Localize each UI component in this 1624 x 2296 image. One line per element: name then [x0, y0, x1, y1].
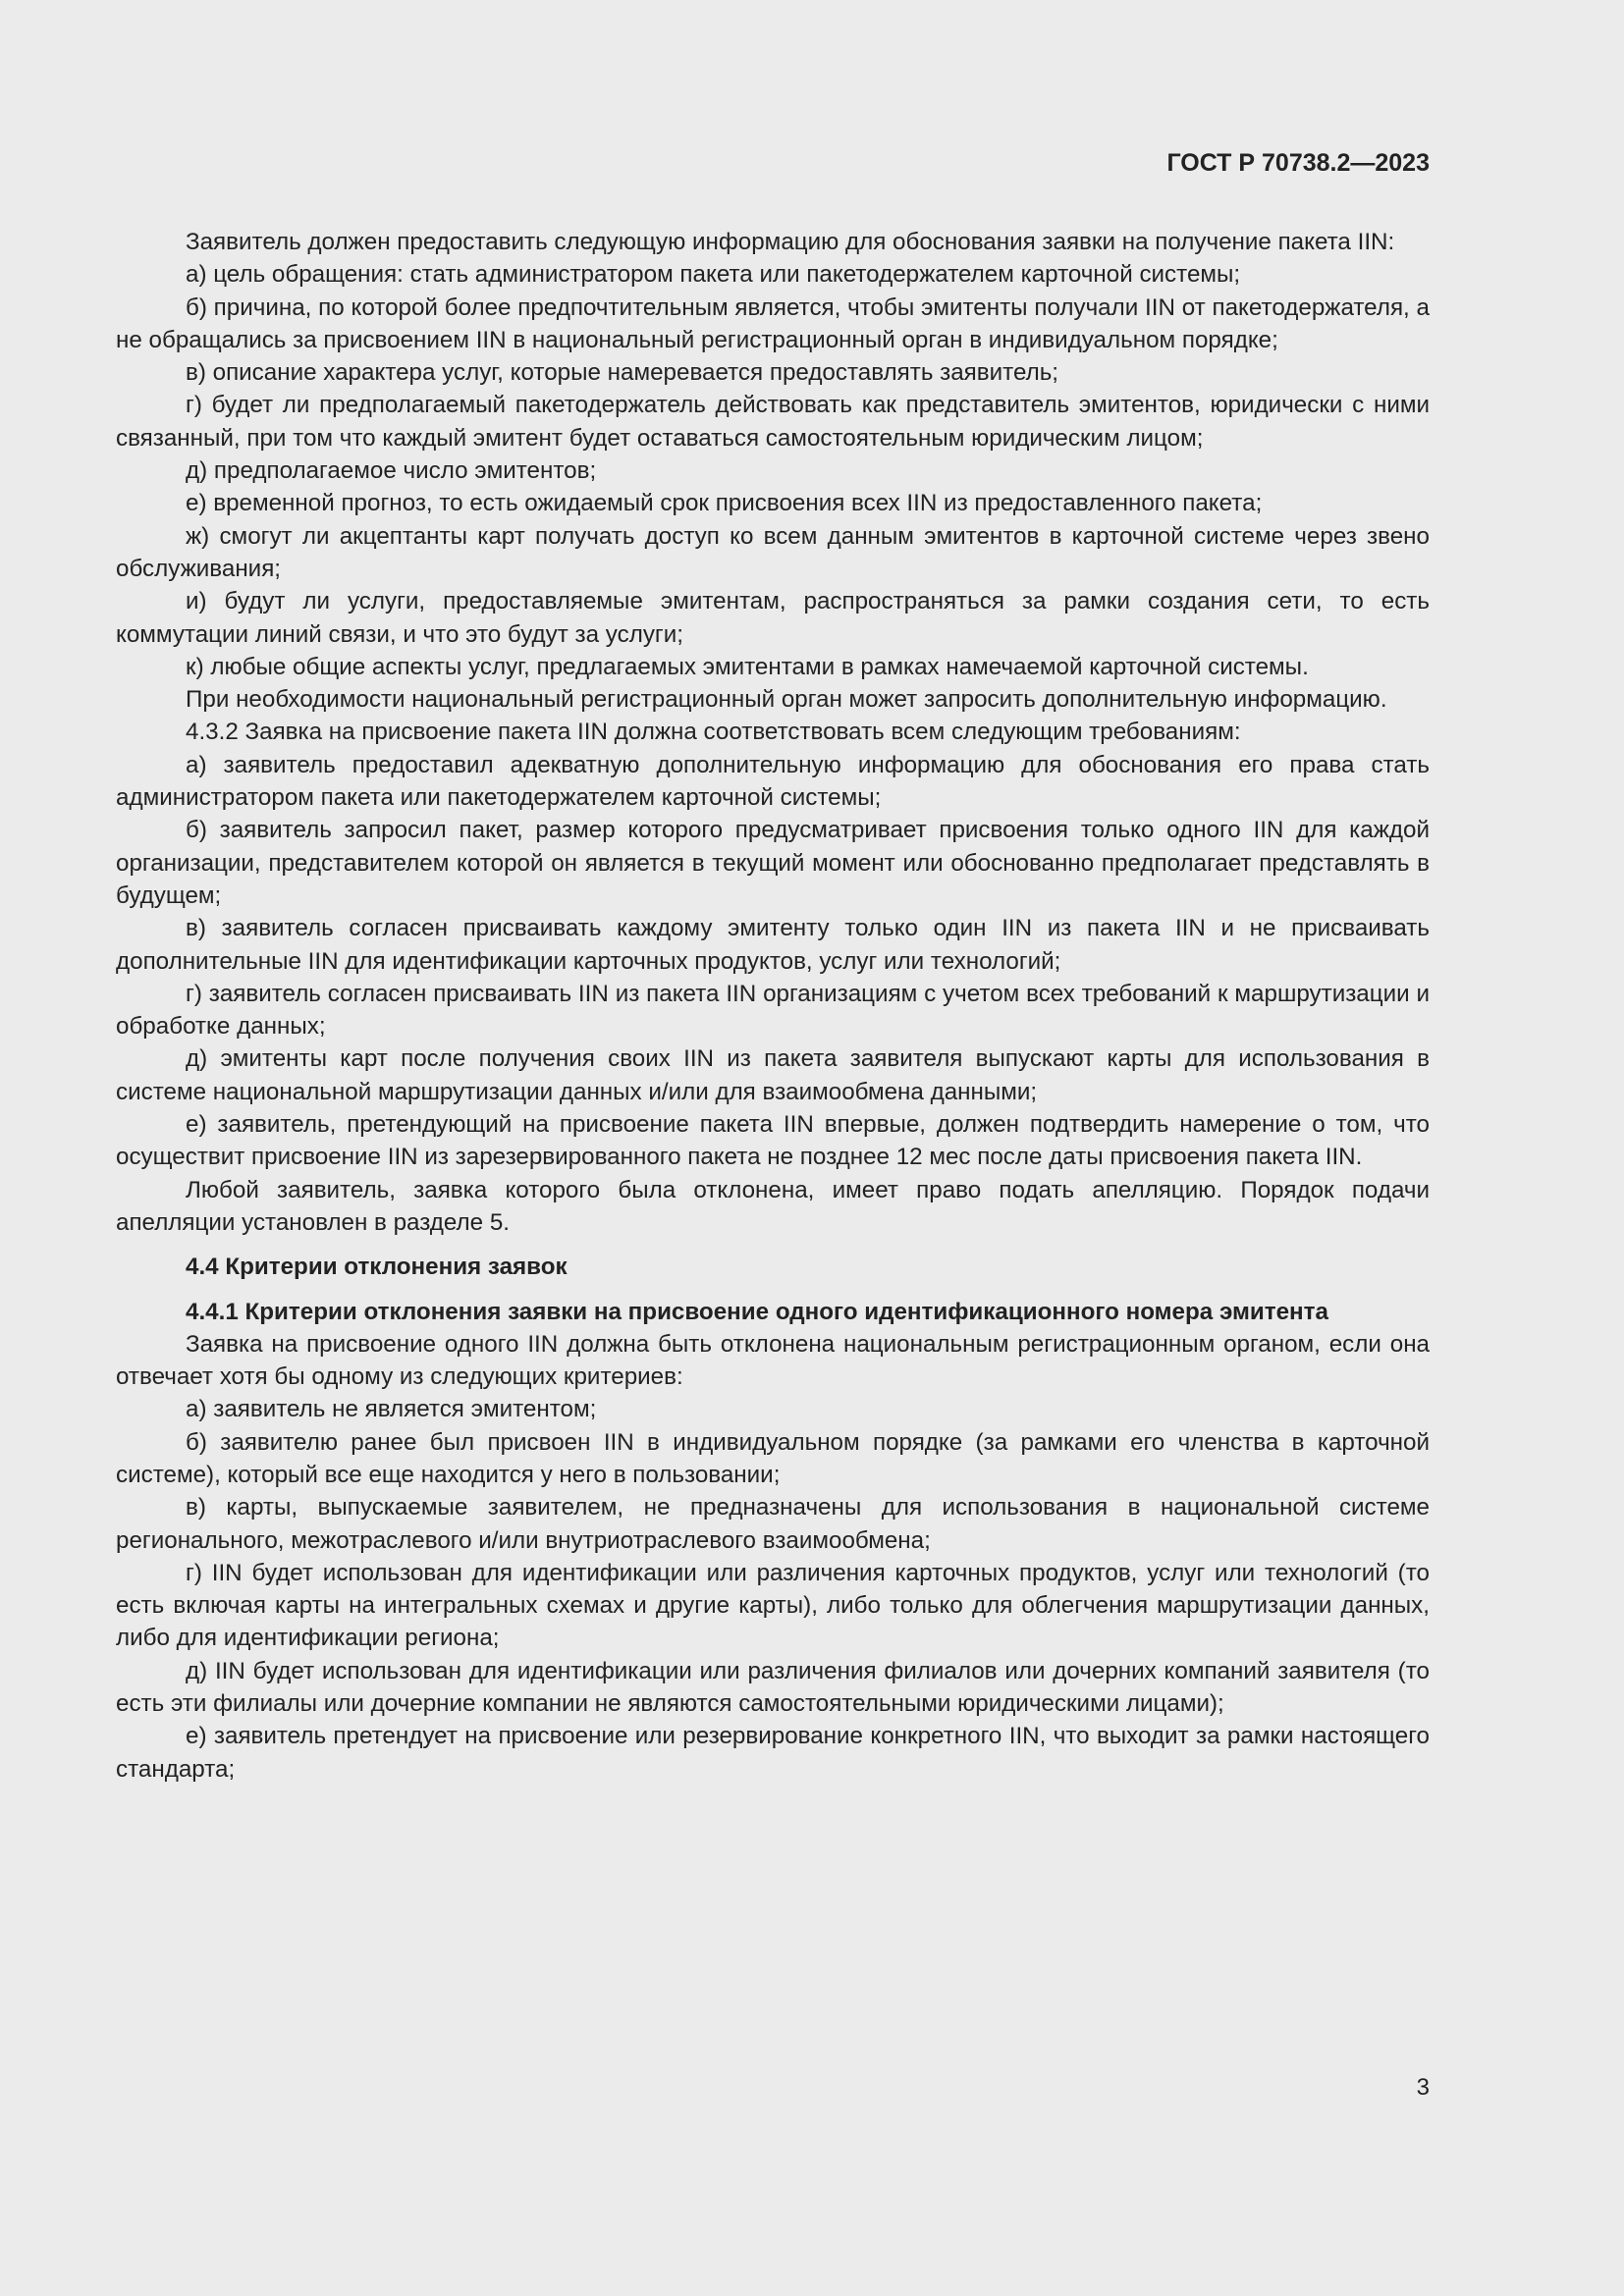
list-item: ж) смогут ли акцептанты карт получать доступ ко всем данным эмитентов в карточной системе через звено обслуживания; [116, 522, 1430, 582]
section-heading: 4.4 Критерии отклонения заявок [186, 1254, 568, 1281]
paragraph: Заявитель должен предоставить следующую информацию для обоснования заявки на получение пакета IIN: [186, 229, 1395, 255]
document-id: ГОСТ Р 70738.2—2023 [1166, 149, 1430, 177]
page-number: 3 [1416, 2074, 1430, 2101]
list-item: г) заявитель согласен присваивать IIN из пакета IIN организациям с учетом всех требований к маршрутизации и обработке данных; [116, 980, 1430, 1041]
list-item: а) заявитель предоставил адекватную дополнительную информацию для обоснования его права стать администратором пакета или пакетодержателем карточной системы; [116, 751, 1430, 812]
list-item: б) заявителю ранее был присвоен IIN в индивидуальном порядке (за рамками его членства в карточной системе), который все еще находится у него в пользовании; [116, 1428, 1430, 1488]
paragraph: При необходимости национальный регистрационный орган может запросить дополнительную информацию. [186, 686, 1387, 714]
list-item: д) IIN будет использован для идентификации или различения филиалов или дочерних компаний заявителя (то есть эти филиалы или дочерние компании не являются самостоятельными юридическими лицами); [116, 1657, 1430, 1718]
document-body [116, 226, 1430, 1786]
subsection-heading: 4.4.1 Критерии отклонения заявки на присвоение одного идентификационного номера эмитента [186, 1298, 1328, 1325]
list-item: и) будут ли услуги, предоставляемые эмитентам, распространяться за рамки создания сети, то есть коммутации линий связи, и что это будут за услуги; [116, 588, 1430, 648]
list-item: к) любые общие аспекты услуг, предлагаемых эмитентами в рамках намечаемой карточной системы. [186, 653, 1309, 680]
list-item: г) IIN будет использован для идентификации или различения карточных продуктов, услуг или технологий (то есть включая карты на интегральных схемах и другие карты), либо только для облегчения маршрутизации данных, либо для идентификации региона; [116, 1559, 1430, 1652]
list-item: а) цель обращения: стать администратором пакета или пакетодержателем карточной системы; [186, 261, 1241, 289]
list-item: е) заявитель претендует на присвоение или резервирование конкретного IIN, что выходит за рамки настоящего стандарта; [116, 1723, 1430, 1783]
clause-4-3-2: 4.3.2 Заявка на присвоение пакета IIN должна соответствовать всем следующим требованиям: [186, 719, 1241, 746]
list-item: е) временной прогноз, то есть ожидаемый срок присвоения всех IIN из предоставленного пакета; [186, 490, 1263, 517]
list-item: г) будет ли предполагаемый пакетодержатель действовать как представитель эмитентов, юридически с ними связанный, при том что каждый эмитент будет оставаться самостоятельным юридическим лицом; [116, 392, 1430, 452]
list-item: в) описание характера услуг, которые намеревается предоставлять заявитель; [186, 359, 1059, 387]
document-page [116, 142, 1430, 1786]
paragraph: Заявка на присвоение одного IIN должна быть отклонена национальным регистрационным органом, если она отвечает хотя бы одному из следующих критериев: [116, 1330, 1430, 1391]
list-item: д) эмитенты карт после получения своих IIN из пакета заявителя выпускают карты для использования в системе национальной маршрутизации данных и/или для взаимообмена данными; [116, 1045, 1430, 1105]
list-item: а) заявитель не является эмитентом; [186, 1396, 597, 1423]
list-item: б) заявитель запросил пакет, размер которого предусматривает присвоения только одного IIN для каждой организации, представителем которой он является в текущий момент или обоснованно предполагает представлять в будущем; [116, 817, 1430, 909]
paragraph: Любой заявитель, заявка которого была отклонена, имеет право подать апелляцию. Порядок подачи апелляции установлен в разделе 5. [116, 1176, 1430, 1236]
list-item: в) заявитель согласен присваивать каждому эмитенту только один IIN из пакета IIN и не присваивать дополнительные IIN для идентификации карточных продуктов, услуг или технологий; [116, 915, 1430, 975]
list-item: б) причина, по которой более предпочтительным является, чтобы эмитенты получали IIN от пакетодержателя, а не обращались за присвоением IIN в национальный регистрационный орган в индивидуальном порядке; [116, 294, 1430, 353]
list-item: в) карты, выпускаемые заявителем, не предназначены для использования в национальной системе регионального, межотраслевого и/или внутриотраслевого взаимообмена; [116, 1494, 1430, 1554]
list-item: д) предполагаемое число эмитентов; [186, 457, 597, 485]
list-item: е) заявитель, претендующий на присвоение пакета IIN впервые, должен подтвердить намерение о том, что осуществит присвоение IIN из зарезервированного пакета не позднее 12 мес после даты присвоения пакета IIN. [116, 1111, 1430, 1171]
